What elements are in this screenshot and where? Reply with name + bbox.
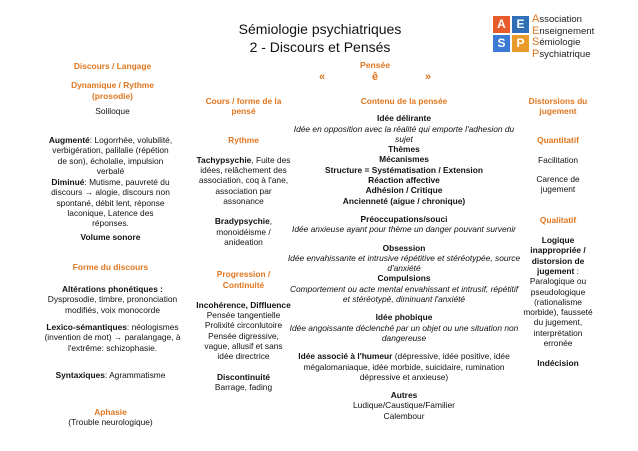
qualitatif-header: Qualitatif bbox=[539, 214, 577, 225]
arrow-down-icon: ê bbox=[372, 71, 379, 83]
discontinuite-text: Barrage, fading bbox=[214, 381, 273, 392]
compulsions-label: Compulsions bbox=[377, 273, 431, 284]
forme-header: Forme du discours bbox=[72, 262, 149, 272]
quantitatif-header: Quantitatif bbox=[537, 134, 579, 145]
delirante-def: Idée en opposition avec la réalité qui emporte l'adhesion du sujet bbox=[293, 123, 515, 144]
column-contenu: Contenu de la pensée Idée délirante Idée en opposition avec la réalité qui emporte l'adhesion du sujet Thèmes Mécanismes Structure = Systématisation / Extension Réaction affective Adhésion / Critique Ancienneté (aigue / chronique) Préoccupations/souci Idée anxieuse ayant pour thème un danger pouvant survenir Obsession Idée envahissante et intrusive répétitive et stéréotypée, source d'anxiété Compulsions Comportement ou acte mental envahissant et intrusif, répétitif et stéréotypé, diminuant l'anxiété Idée phobique Idée angoissante déclenché par un objet ou une situation non dangereuse Idée associé à l'humeur (dépressive, idée positive, idée mégalomaniaque, idée morbide, suicidaire, rumination dépressive et anxieuse) Autres Ludique/Caustique/Familier Calembour bbox=[287, 96, 521, 421]
logo-tile-a: A bbox=[493, 16, 510, 33]
page-title: Sémiologie psychiatriques 2 - Discours et Pensés bbox=[238, 21, 402, 55]
logique-block: Logique inappropriée / distorsion de jugement : Paralogique ou pseudologique (rationalisme morbide), fausseté du jugement, interprétation erronée bbox=[523, 235, 593, 349]
diminue-block: Diminué: Mutisme, pauvreté du discours → alogie, discours non spontané, débit lent, réponse laconique, Latence des réponses. bbox=[51, 177, 170, 229]
volume-sonore: Volume sonore bbox=[80, 232, 141, 242]
tachy-block: Tachypsychie, Fuite des idées, relâchement des association, coq à l'ane, association par assonance bbox=[196, 154, 291, 207]
logo-tile-e: E bbox=[512, 16, 529, 33]
discontinuite-label: Discontinuité bbox=[216, 371, 271, 382]
column-distorsions: Distorsions du jugement Quantitatif Facilitation Carence de jugement Qualitatif Logique inappropriée / distorsion de jugement : Paralogique ou pseudologique (rationalisme morbide), fausseté du jugement, interprétation erronée Indécision bbox=[518, 96, 598, 369]
dynamique-header: Dynamique / Rythme (prosodie) bbox=[71, 80, 154, 101]
aphasie-block: Aphasie (Trouble neurologique) bbox=[68, 407, 153, 428]
rythme-header: Rythme bbox=[228, 134, 259, 145]
obsession-label: Obsession bbox=[382, 242, 426, 253]
logo-text: Association Enseignement Sémiologie Psychiatrique bbox=[532, 13, 595, 60]
phobique-label: Idée phobique bbox=[375, 312, 433, 323]
humeur-block: Idée associé à l'humeur (dépressive, idée positive, idée mégalomaniaque, idée morbide, suicidaire, rumination dépressive et anxieuse) bbox=[298, 351, 510, 382]
pensee-header: Pensée bbox=[360, 60, 391, 70]
cours-header: Cours / forme de la pensé bbox=[205, 96, 282, 117]
column-cours bbox=[196, 96, 291, 392]
brady-block: Bradypsychie, monoidéisme / anideation bbox=[214, 216, 273, 247]
column-discours bbox=[40, 61, 185, 126]
logo-tile-s: S bbox=[493, 35, 510, 52]
aesp-logo bbox=[493, 16, 529, 53]
progression-header: Progression / Continuité bbox=[216, 269, 271, 290]
delirante-label: Idée délirante bbox=[377, 113, 431, 124]
soliloque: Soliloque bbox=[95, 105, 130, 116]
autres-label: Autres bbox=[390, 390, 418, 401]
logo-tile-p: P bbox=[512, 35, 529, 52]
lexico-block: Lexico-sémantiques: néologismes (invention de mot) → paralangage, à l'extrême: schizophasie. bbox=[44, 322, 181, 353]
arrow-right-icon: → bbox=[113, 332, 123, 343]
arrow-right-icon: » bbox=[425, 71, 432, 83]
arrow-right-icon: → bbox=[84, 187, 94, 198]
alterations-block: Altérations phonétiques : Dysprosodie, timbre, prononciation modifiés, voix monocorde bbox=[47, 284, 178, 315]
distorsions-header: Distorsions du jugement bbox=[528, 96, 588, 117]
incoherence-text: Pensée tangentielle Prolixité circonlutoire Pensée digressive, vague, allusif et sans idée directrice bbox=[204, 310, 283, 362]
preoccupations-label: Préoccupations/souci bbox=[360, 213, 448, 224]
indecision-label: Indécision bbox=[537, 358, 579, 369]
contenu-header: Contenu de la pensée bbox=[360, 96, 448, 106]
incoherence-label: Incohérence, Diffluence bbox=[196, 299, 291, 310]
arrow-left-icon: « bbox=[319, 71, 326, 83]
discours-header: Discours / Langage bbox=[73, 61, 152, 71]
syntaxiques-block: Syntaxiques: Agrammatisme bbox=[55, 370, 166, 380]
augmente-block: Augmenté: Logorrhée, volubilité, verbigération, palilalie (répétion de son), écholalie, impulsion verbalé bbox=[48, 135, 173, 176]
